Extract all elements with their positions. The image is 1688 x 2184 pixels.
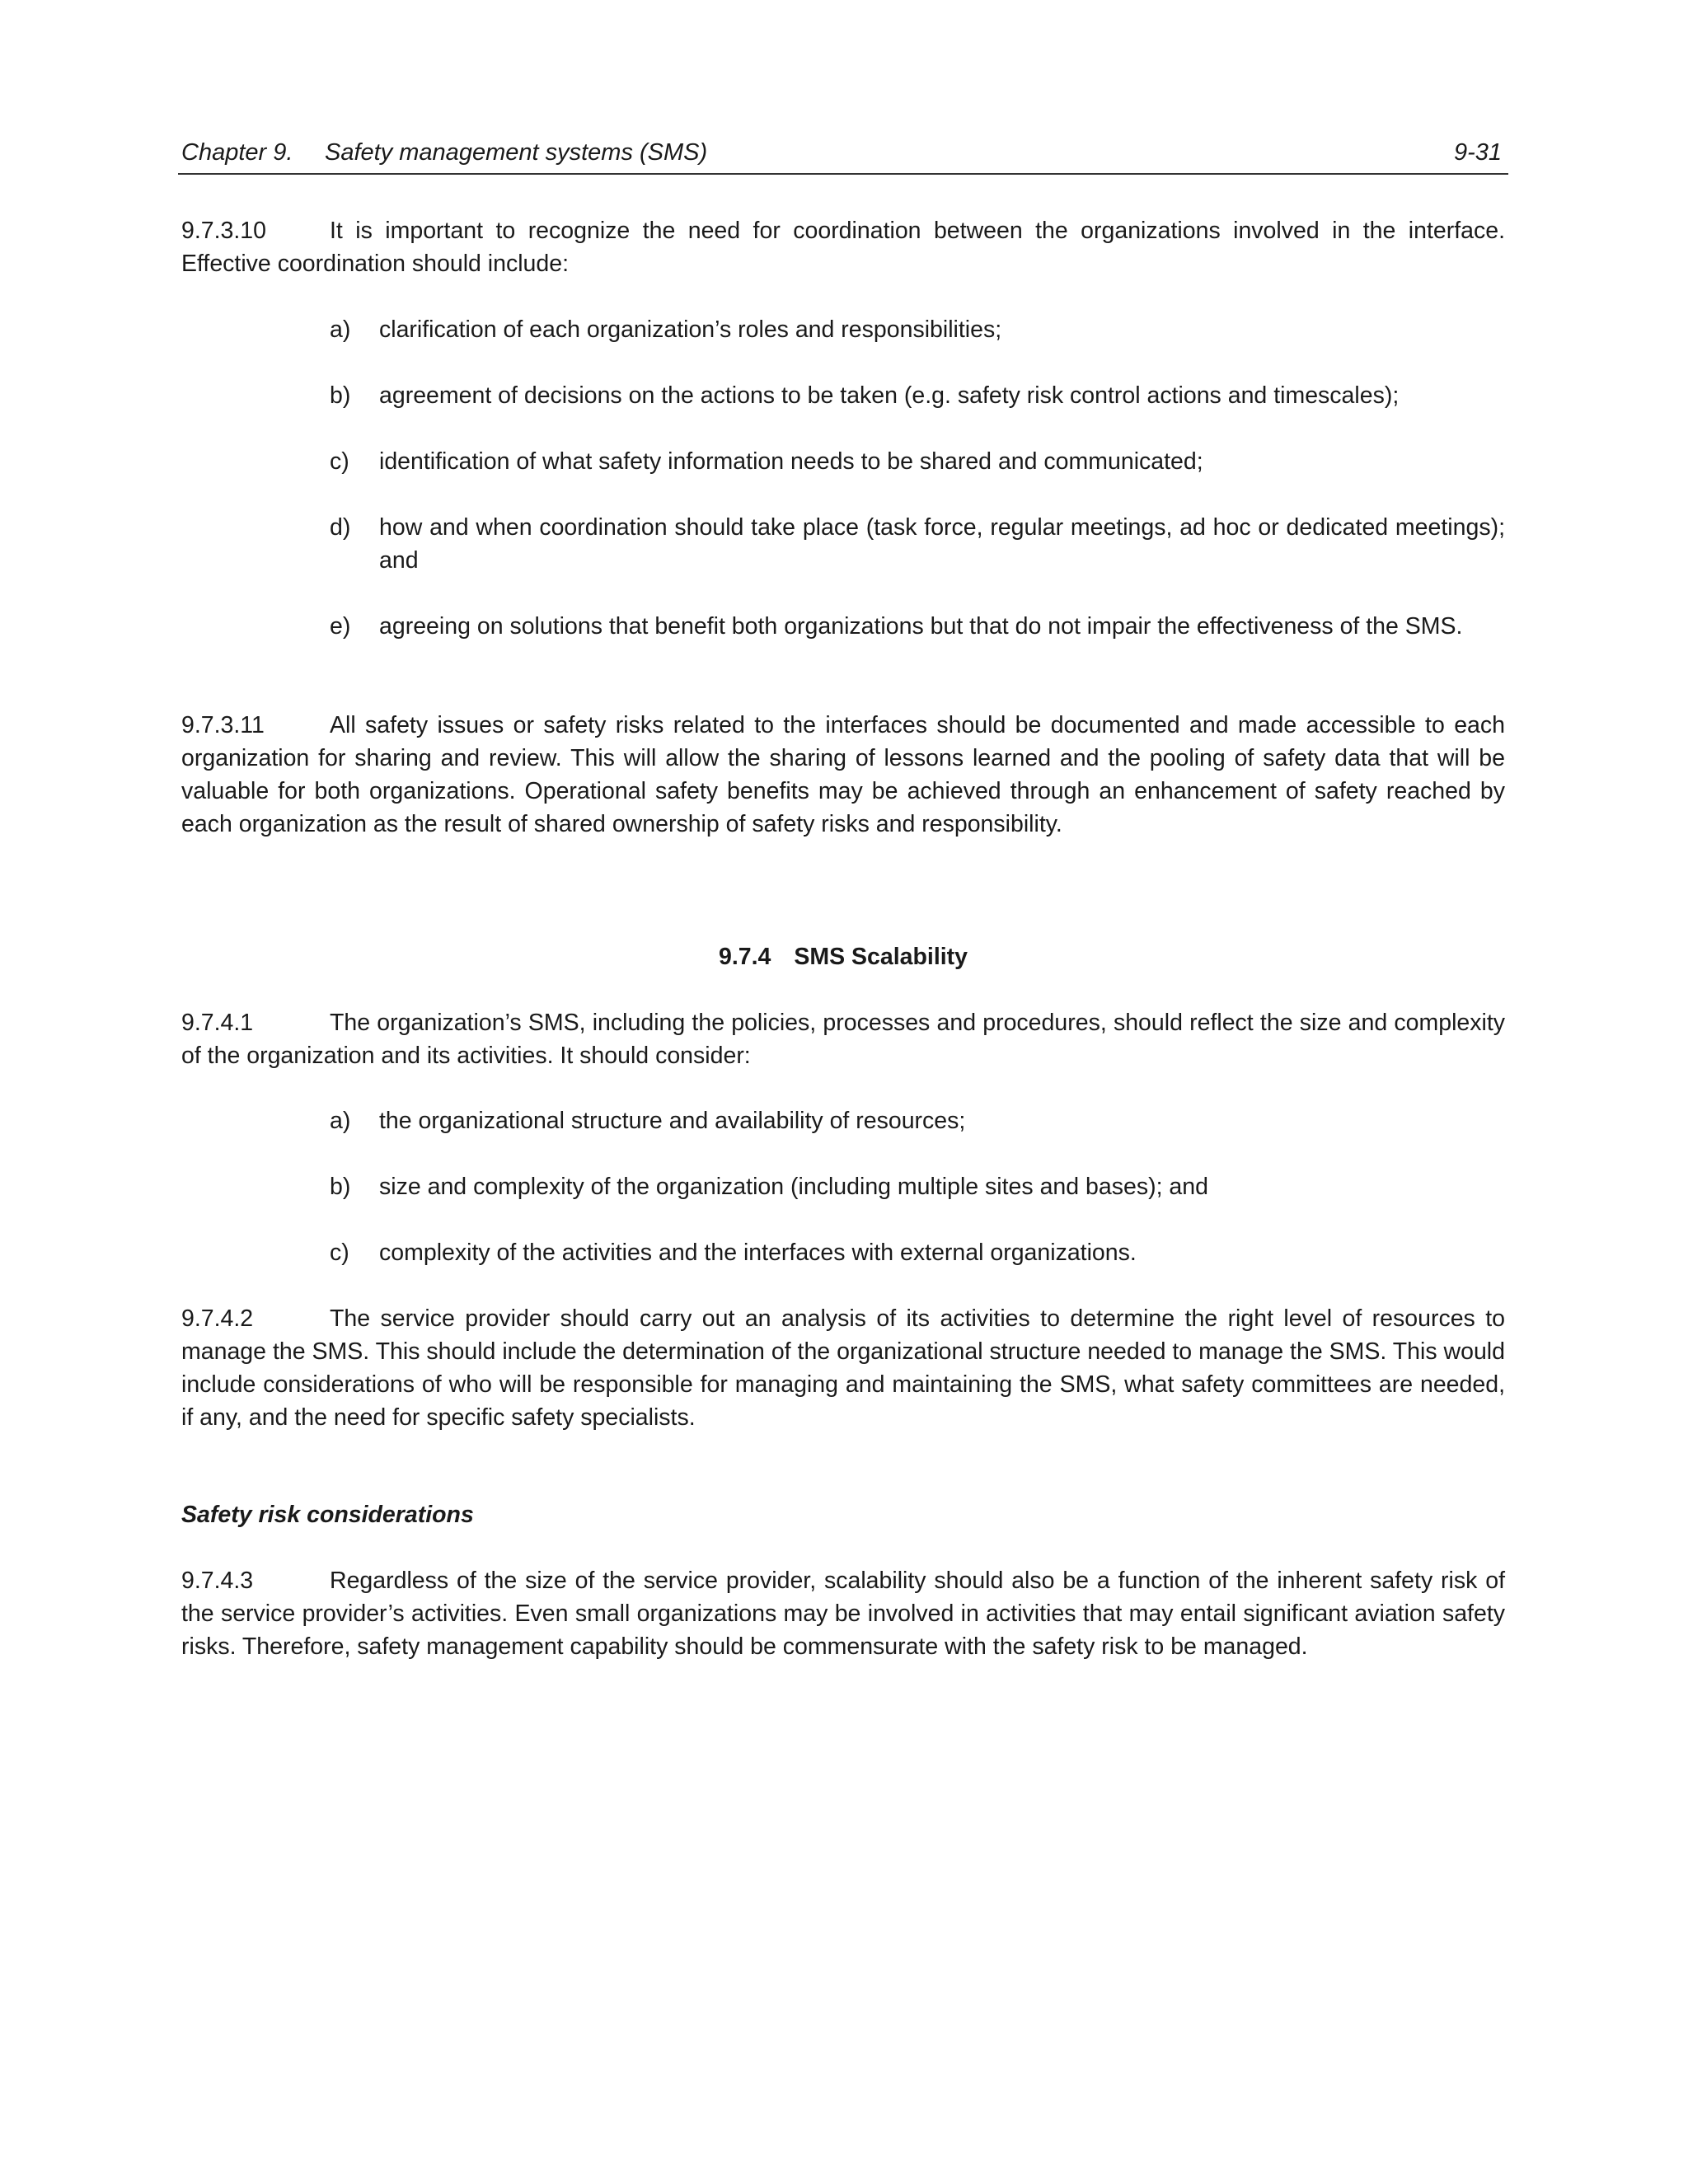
list-marker: c) bbox=[330, 448, 349, 475]
paragraph-9-7-4-3 bbox=[181, 1564, 1505, 1663]
page-number: 9-31 bbox=[1453, 139, 1502, 166]
list-marker: d) bbox=[330, 514, 351, 541]
paragraph-9-7-4-1 bbox=[181, 1006, 1505, 1072]
list-item bbox=[330, 1104, 1505, 1137]
paragraph-9-7-3-10 bbox=[181, 214, 1505, 280]
paragraph-number: 9.7.3.10 bbox=[181, 218, 267, 244]
list-marker: c) bbox=[330, 1240, 349, 1266]
list-item-text: clarification of each organization’s roles and responsibilities; bbox=[379, 316, 1002, 343]
list-marker: b) bbox=[330, 1174, 351, 1200]
list-marker: a) bbox=[330, 1108, 351, 1134]
list-item bbox=[330, 1236, 1505, 1269]
running-header bbox=[178, 132, 1508, 175]
list-item bbox=[330, 445, 1505, 478]
list-item bbox=[330, 379, 1505, 412]
section-number: 9.7.4 bbox=[718, 944, 771, 970]
paragraph-text: The service provider should carry out an analysis of its activities to determine the right level of resources to manage the SMS. This should include the determination of the organizational structure needed to manage the SMS. This would include considerations of who will be responsible for managing and maintaining the SMS, what safety committees are needed, if any, and the need for specific safety specialists. bbox=[181, 1305, 1505, 1431]
paragraph-number: 9.7.3.11 bbox=[181, 712, 265, 738]
list-item bbox=[330, 313, 1505, 346]
paragraph-text: It is important to recognize the need for coordination between the organizations involved in the interface. Effective coordination should include: bbox=[181, 218, 1505, 277]
list-item bbox=[330, 1170, 1505, 1203]
list-item-text: identification of what safety information needs to be shared and communicated; bbox=[379, 448, 1203, 475]
paragraph-9-7-4-2 bbox=[181, 1302, 1505, 1434]
list-item-text: how and when coordination should take place (task force, regular meetings, ad hoc or dedicated meetings); and bbox=[379, 514, 1505, 574]
list-item-text: complexity of the activities and the interfaces with external organizations. bbox=[379, 1240, 1137, 1266]
paragraph-number: 9.7.4.2 bbox=[181, 1305, 254, 1332]
paragraph-9-7-3-11 bbox=[181, 709, 1505, 841]
chapter-title: Safety management systems (SMS) bbox=[325, 139, 708, 166]
subheading: Safety risk considerations bbox=[181, 1502, 474, 1528]
chapter-label: Chapter 9. bbox=[181, 139, 293, 166]
paragraph-number: 9.7.4.3 bbox=[181, 1568, 254, 1594]
list-item-text: the organizational structure and availability of resources; bbox=[379, 1108, 966, 1134]
paragraph-text: All safety issues or safety risks related to the interfaces should be documented and made accessible to each organization for sharing and review. This will allow the sharing of lessons learned and the pooling of safety data that will be valuable for both organizations. Operational safety benefits may be achieved through an enhancement of safety reached by each organization as the result of shared ownership of safety risks and responsibility. bbox=[181, 712, 1505, 837]
list-item bbox=[330, 511, 1505, 577]
paragraph-text: The organization’s SMS, including the policies, processes and procedures, should reflect the size and complexity of the organization and its activities. It should consider: bbox=[181, 1010, 1505, 1069]
list-item-text: agreeing on solutions that benefit both organizations but that do not impair the effectiveness of the SMS. bbox=[379, 613, 1463, 640]
paragraph-number: 9.7.4.1 bbox=[181, 1010, 254, 1036]
list-item bbox=[330, 610, 1505, 643]
list-marker: e) bbox=[330, 613, 351, 640]
list-marker: a) bbox=[330, 316, 351, 343]
paragraph-text: Regardless of the size of the service provider, scalability should also be a function of the inherent safety risk of the service provider’s activities. Even small organizations may be involved in activities that may entail significant aviation safety risks. Therefore, safety management capability should be commensurate with the safety risk to be managed. bbox=[181, 1568, 1505, 1660]
list-item-text: agreement of decisions on the actions to be taken (e.g. safety risk control actions and timescales); bbox=[379, 382, 1400, 409]
section-title: SMS Scalability bbox=[794, 944, 968, 970]
list-marker: b) bbox=[330, 382, 351, 409]
section-heading bbox=[181, 940, 1505, 973]
list-item-text: size and complexity of the organization (including multiple sites and bases); and bbox=[379, 1174, 1208, 1200]
